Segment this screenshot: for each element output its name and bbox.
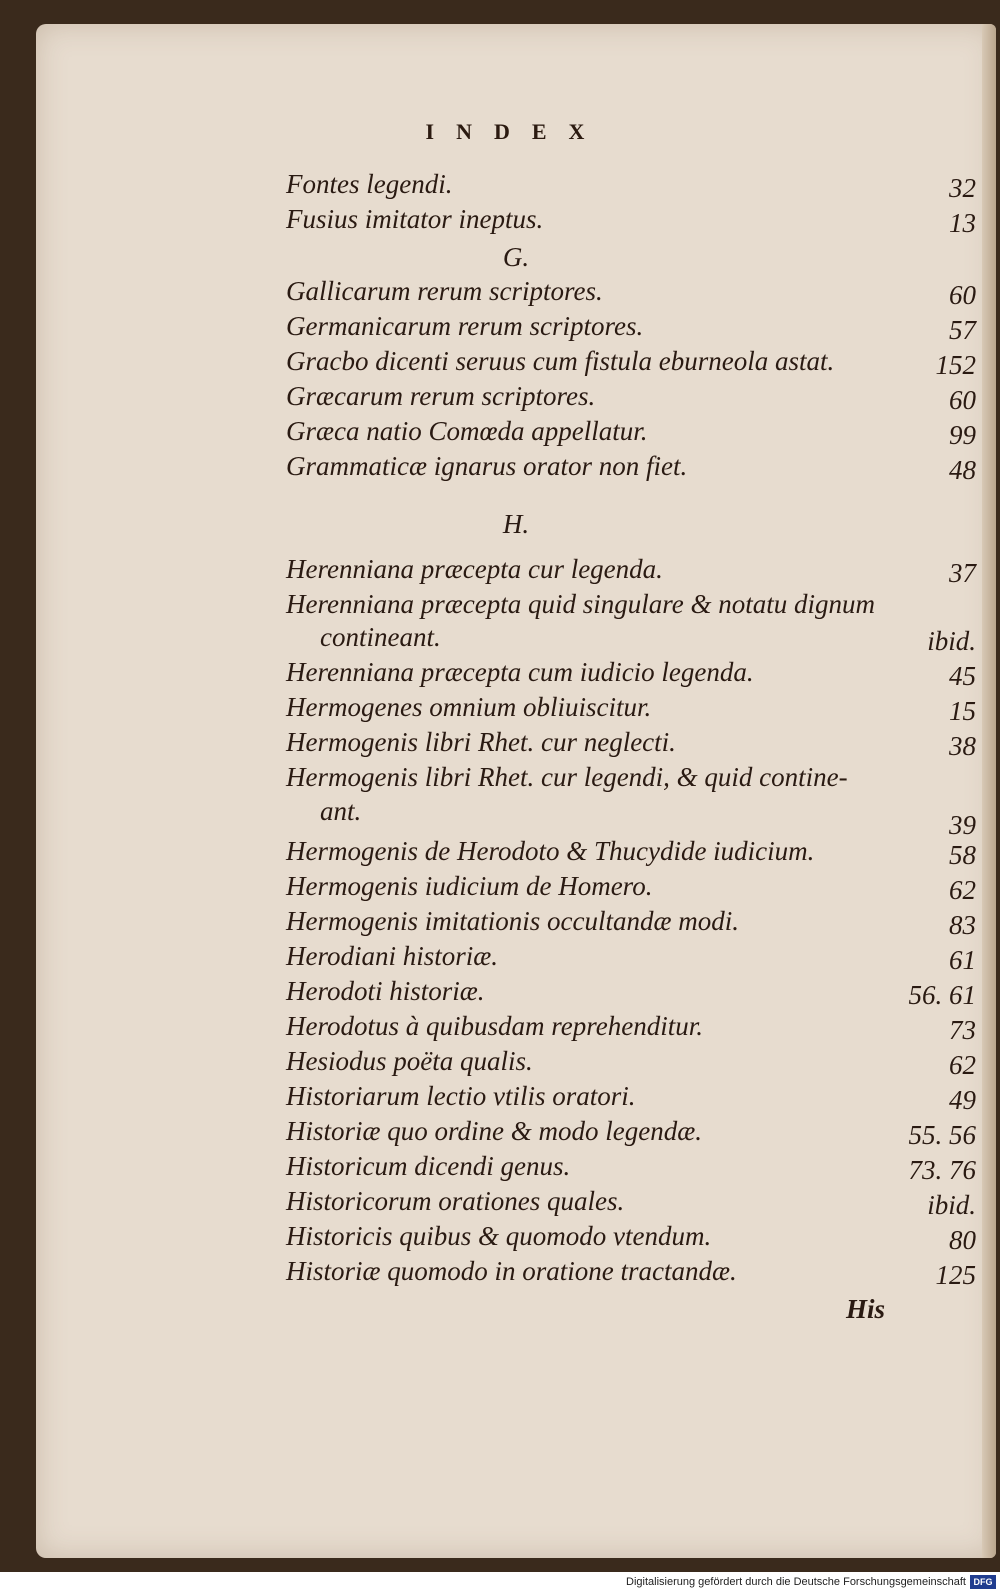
index-entry	[286, 311, 976, 347]
index-entry	[286, 1221, 976, 1257]
index-entry	[286, 976, 976, 1012]
entry-text: Historiæ quomodo in oratione tractandæ.	[286, 1256, 737, 1286]
entry-page: 61	[949, 945, 976, 975]
entry-text: Herenniana præcepta quid singulare & notatu dignum	[286, 589, 875, 619]
entry-text: Historicis quibus & quomodo vtendum.	[286, 1221, 712, 1251]
index-entry	[286, 1186, 976, 1222]
index-entry	[286, 1116, 976, 1152]
entry-page: ibid.	[927, 626, 976, 656]
index-entry	[286, 836, 976, 872]
entry-text: Hermogenis libri Rhet. cur neglecti.	[286, 727, 676, 757]
entry-page: 13	[949, 208, 976, 238]
index-entry	[286, 554, 976, 590]
section-letter-h: H.	[502, 509, 530, 539]
entry-page: 49	[949, 1085, 976, 1115]
entry-text: Historiæ quo ordine & modo legendæ.	[286, 1116, 702, 1146]
entry-text: Grammaticæ ignarus orator non fiet.	[286, 451, 688, 481]
entry-text: Herenniana præcepta cum iudicio legenda.	[286, 657, 754, 687]
entry-text: Græca natio Comœda appellatur.	[286, 416, 648, 446]
entry-page: 57	[949, 315, 976, 345]
index-entry-continuation	[320, 796, 976, 840]
footer-credit: Digitalisierung gefördert durch die Deutsche Forschungsgemeinschaft	[626, 1576, 966, 1588]
entry-page: 152	[935, 350, 976, 380]
section-letter-g: G.	[502, 242, 530, 272]
index-entry	[286, 941, 976, 977]
index-entry	[286, 204, 976, 240]
index-entry	[286, 762, 976, 798]
index-entry	[286, 169, 976, 205]
index-entry	[286, 589, 976, 625]
entry-page: 60	[949, 385, 976, 415]
entry-text: Hermogenes omnium obliuiscitur.	[286, 692, 652, 722]
entry-page: 38	[949, 731, 976, 761]
page-title: INDEX	[425, 119, 607, 144]
entry-text: Historicum dicendi genus.	[286, 1151, 571, 1181]
index-entry	[286, 906, 976, 942]
index-entry	[286, 1081, 976, 1117]
footer-bar	[0, 1572, 1000, 1596]
index-entry	[286, 727, 976, 763]
index-entry	[286, 657, 976, 693]
entry-text: Gallicarum rerum scriptores.	[286, 276, 603, 306]
entry-text: Fusius imitator ineptus.	[286, 204, 544, 234]
entry-page: 45	[949, 661, 976, 691]
entry-page: 48	[949, 455, 976, 485]
entry-page: 73. 76	[908, 1155, 976, 1185]
index-entry	[286, 416, 976, 452]
entry-text: Hesiodus poëta qualis.	[286, 1046, 533, 1076]
entry-text: Germanicarum rerum scriptores.	[286, 311, 644, 341]
entry-page: 37	[949, 558, 976, 588]
index-entry	[286, 1011, 976, 1047]
entry-page: 73	[949, 1015, 976, 1045]
dfg-logo-icon: DFG	[970, 1575, 996, 1589]
entry-page: 39	[949, 810, 976, 840]
index-entry	[286, 692, 976, 728]
index-entry	[286, 1151, 976, 1187]
entry-text: Historiarum lectio vtilis oratori.	[286, 1081, 636, 1111]
entry-text: Hermogenis de Herodoto & Thucydide iudicium.	[286, 836, 815, 866]
entry-page: 62	[949, 1050, 976, 1080]
entry-text: Herenniana præcepta cur legenda.	[286, 554, 663, 584]
entry-text: Gracbo dicenti seruus cum fistula eburneola astat.	[286, 346, 835, 376]
index-entry	[286, 1256, 976, 1292]
index-entry	[286, 1046, 976, 1082]
entry-page: 58	[949, 840, 976, 870]
entry-text: Hermogenis iudicium de Homero.	[286, 871, 653, 901]
catchword: His	[846, 1294, 886, 1324]
entry-page: 15	[949, 696, 976, 726]
entry-text: Historicorum orationes quales.	[286, 1186, 625, 1216]
entry-page: 99	[949, 420, 976, 450]
index-entry-continuation	[320, 622, 976, 658]
index-entry	[286, 276, 976, 312]
entry-text: Herodoti historiæ.	[286, 976, 485, 1006]
entry-page: 125	[935, 1260, 976, 1290]
entry-text: Græcarum rerum scriptores.	[286, 381, 596, 411]
index-entry	[286, 381, 976, 417]
entry-page: ibid.	[927, 1190, 976, 1220]
entry-text: contineant.	[320, 622, 441, 652]
entry-page: 83	[949, 910, 976, 940]
entry-page: 32	[949, 173, 976, 203]
entry-page: 62	[949, 875, 976, 905]
index-entry	[286, 346, 976, 382]
entry-page: 60	[949, 280, 976, 310]
index-entry	[286, 871, 976, 907]
entry-text: Herodotus à quibusdam reprehenditur.	[286, 1011, 703, 1041]
entry-text: ant.	[320, 796, 362, 826]
index-entry	[286, 451, 976, 487]
entry-text: Fontes legendi.	[286, 169, 453, 199]
entry-text: Herodiani historiæ.	[286, 941, 499, 971]
entry-text: Hermogenis libri Rhet. cur legendi, & quid contine-	[286, 762, 848, 792]
entry-text: Hermogenis imitationis occultandæ modi.	[286, 906, 739, 936]
entry-page: 80	[949, 1225, 976, 1255]
entry-page: 55. 56	[908, 1120, 976, 1150]
book-page	[36, 24, 996, 1558]
entry-page: 56. 61	[908, 980, 976, 1010]
